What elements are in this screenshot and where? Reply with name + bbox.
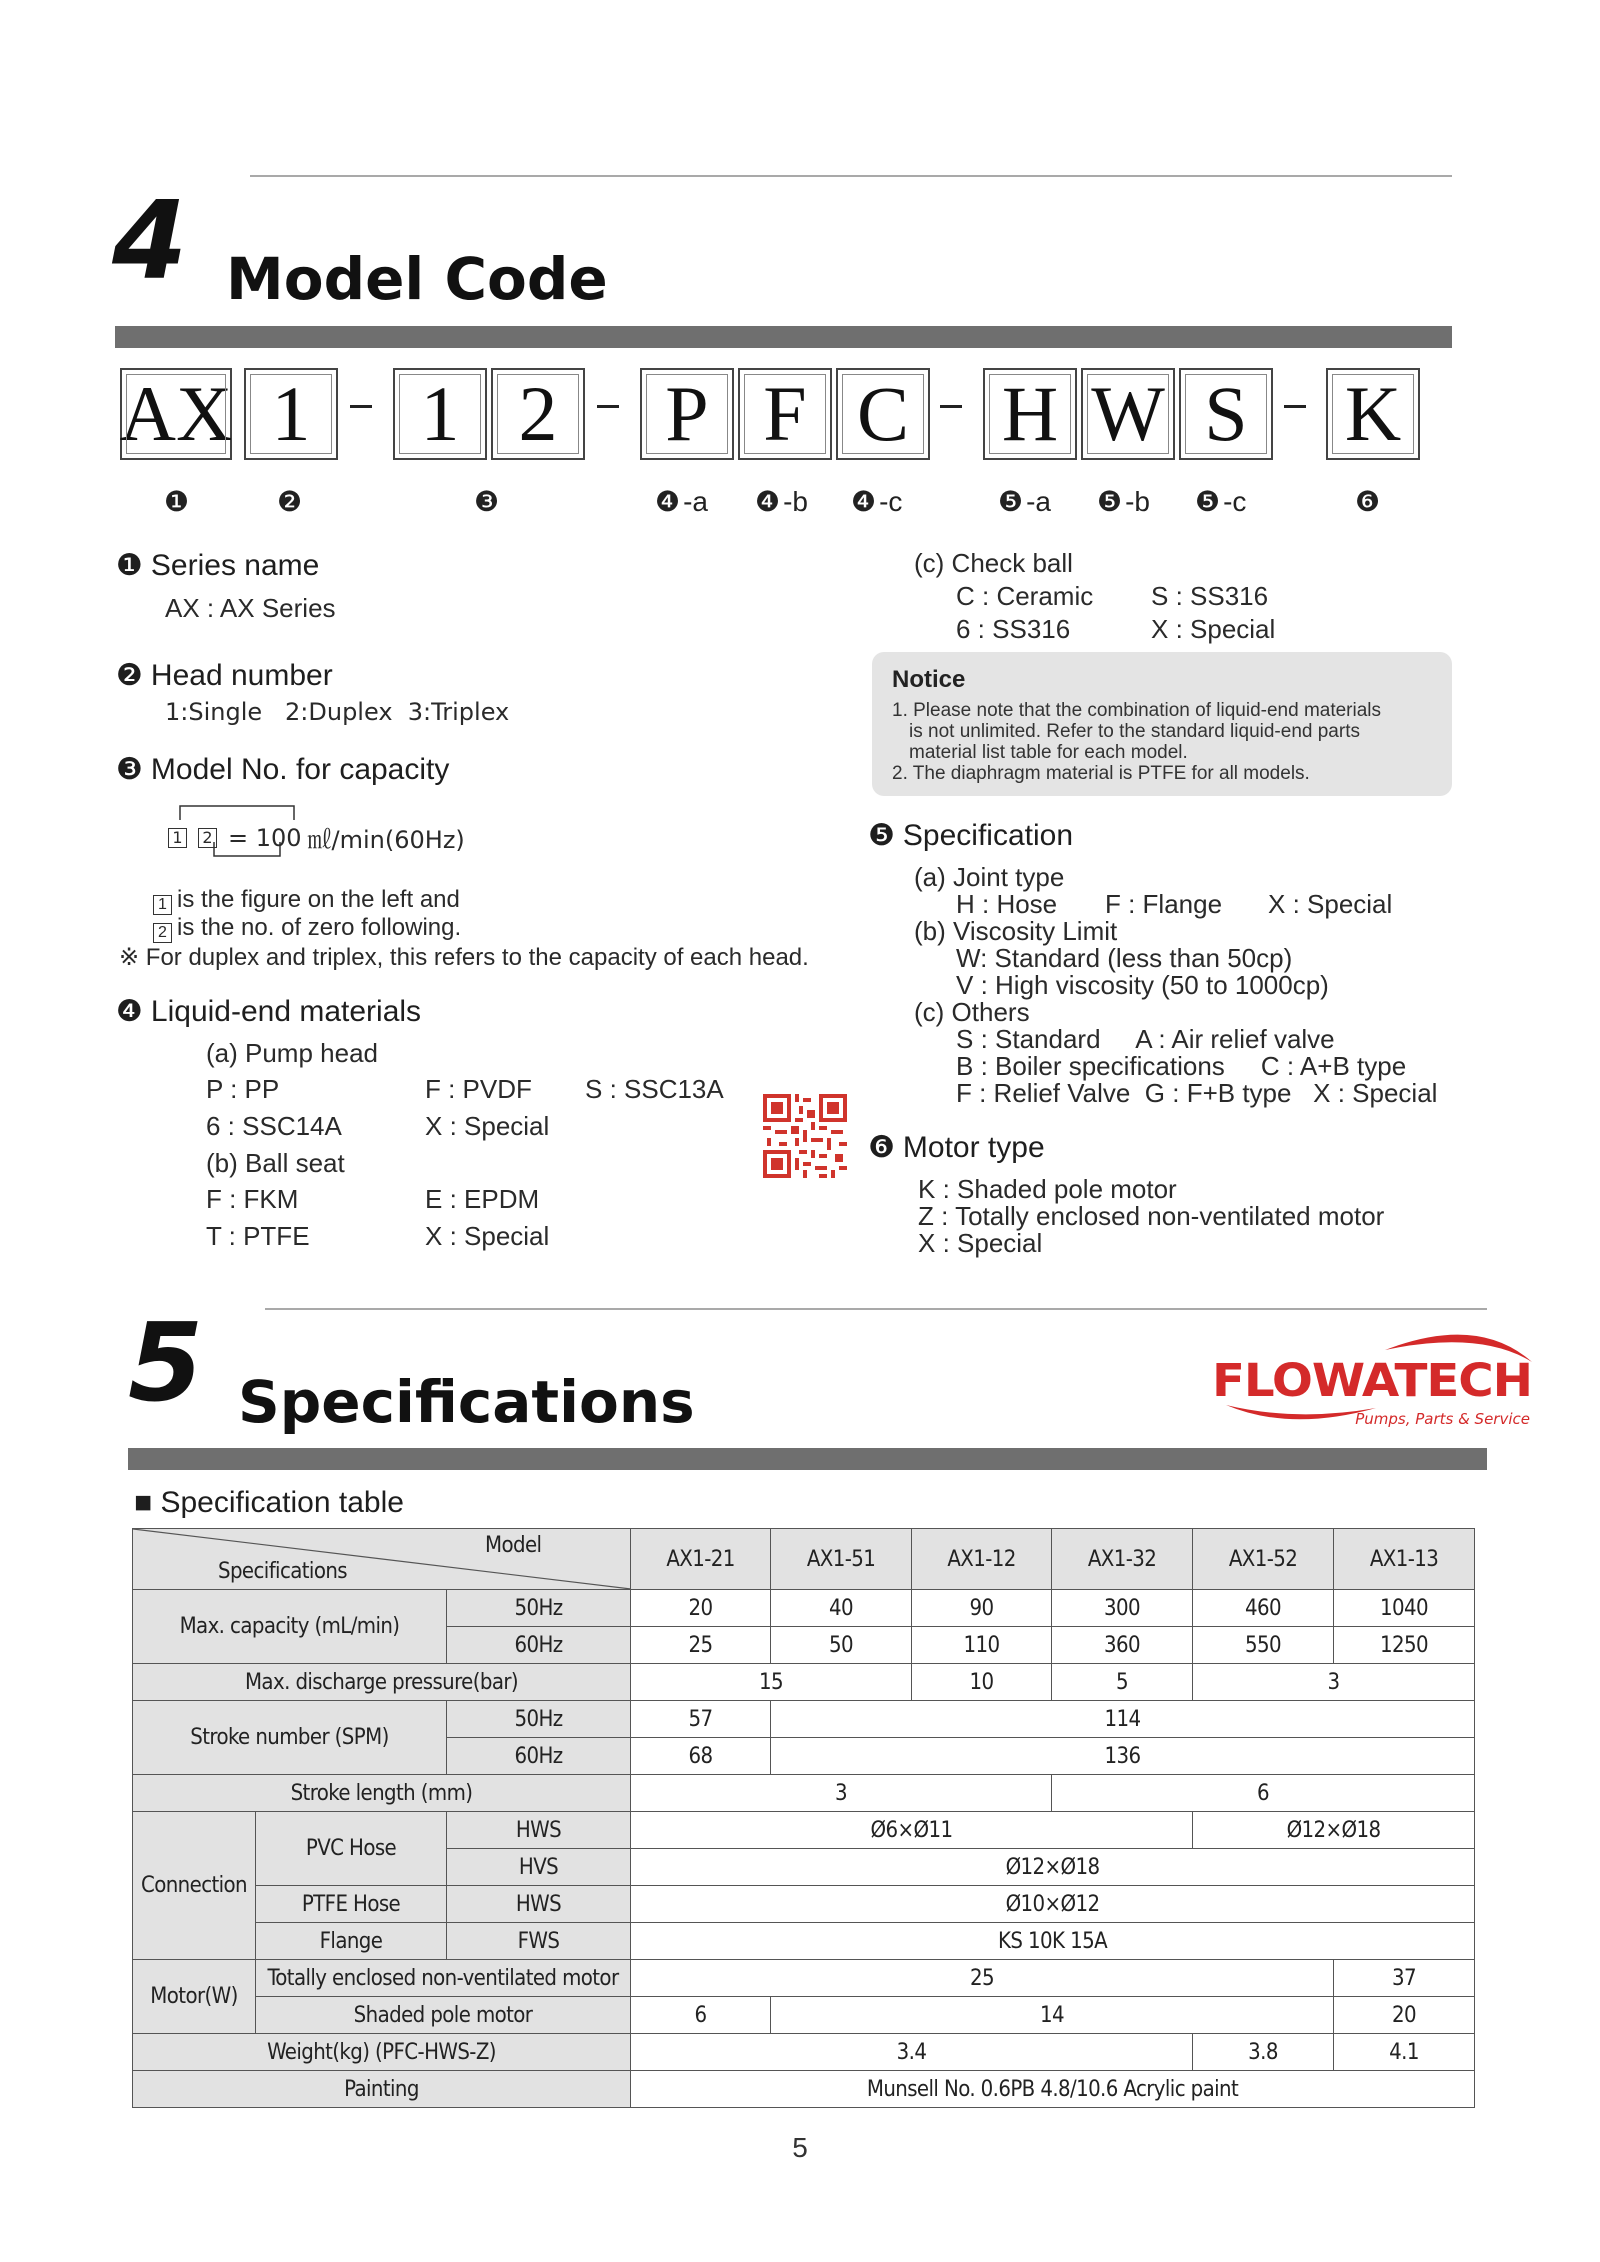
cell-value: 3 bbox=[631, 1775, 1052, 1812]
cell-value: Ø12×Ø18 bbox=[631, 1849, 1475, 1886]
ball-seat-opt-special: X : Special bbox=[425, 1221, 550, 1251]
notice-line-2: is not unlimited. Refer to the standard liquid-end parts bbox=[909, 721, 1360, 742]
motor-type-heading: ❻ Motor type bbox=[868, 1130, 1045, 1164]
row-sublabel-shaded-pole: Shaded pole motor bbox=[256, 1997, 631, 2034]
pump-head-label: (a) Pump head bbox=[206, 1038, 378, 1068]
cell-value: 6 bbox=[631, 1997, 771, 2034]
viscosity-label: (b) Viscosity Limit bbox=[914, 916, 1118, 946]
qr-code-icon[interactable] bbox=[763, 1094, 847, 1178]
cell-value: Ø10×Ø12 bbox=[631, 1886, 1475, 1923]
cell-value: 90 bbox=[912, 1590, 1052, 1627]
code-char-others: S bbox=[1179, 368, 1273, 460]
series-heading: ❶ Series name bbox=[116, 548, 320, 582]
model-header: AX1-21 bbox=[631, 1529, 771, 1590]
model-header: AX1-13 bbox=[1334, 1529, 1475, 1590]
cell-value: 3.4 bbox=[631, 2034, 1193, 2071]
cell-value: 25 bbox=[631, 1627, 771, 1664]
row-label-motor: Motor(W) bbox=[133, 1960, 256, 2034]
code-label-2: ❷ bbox=[277, 486, 303, 517]
header-diagonal bbox=[133, 1529, 631, 1589]
code-char-joint: H bbox=[983, 368, 1077, 460]
digit-box-1: 1 bbox=[168, 828, 187, 848]
top-rule bbox=[250, 175, 1452, 177]
cell-value: 114 bbox=[771, 1701, 1475, 1738]
notice-box bbox=[872, 652, 1452, 796]
pump-head-opt-pp: P : PP bbox=[206, 1074, 280, 1104]
code-char-cap2: 2 bbox=[491, 368, 585, 460]
row-label-stroke-length: Stroke length (mm) bbox=[133, 1775, 631, 1812]
table-caption: ■ Specification table bbox=[134, 1486, 404, 1519]
row-sublabel-50hz: 50Hz bbox=[447, 1590, 631, 1627]
cell-value: 50 bbox=[771, 1627, 912, 1664]
cell-value: 20 bbox=[1334, 1997, 1475, 2034]
joint-opt-flange: F : Flange bbox=[1105, 889, 1223, 919]
model-header: AX1-51 bbox=[771, 1529, 912, 1590]
cell-value: 14 bbox=[771, 1997, 1334, 2034]
code-label-3: ❸ bbox=[474, 486, 500, 517]
cell-value: 4.1 bbox=[1334, 2034, 1475, 2071]
row-sublabel-hvs: HVS bbox=[447, 1849, 631, 1886]
model-header: AX1-52 bbox=[1193, 1529, 1334, 1590]
code-dash bbox=[1284, 405, 1306, 408]
code-dash bbox=[940, 405, 962, 408]
notice-line-4: 2. The diaphragm material is PTFE for all models. bbox=[892, 763, 1310, 784]
check-ball-opt-ceramic: C : Ceramic bbox=[956, 581, 1094, 611]
head-number-heading: ❷ Head number bbox=[116, 658, 333, 692]
digit-box-2: 2 bbox=[198, 828, 217, 848]
row-label-weight: Weight(kg) (PFC-HWS-Z) bbox=[133, 2034, 631, 2071]
cell-value: 550 bbox=[1193, 1627, 1334, 1664]
capacity-note-2: 2 is the no. of zero following. bbox=[153, 914, 461, 943]
cell-value: 1040 bbox=[1334, 1590, 1475, 1627]
pump-head-opt-special: X : Special bbox=[425, 1111, 550, 1141]
cell-value: 300 bbox=[1052, 1590, 1193, 1627]
cell-value: 3 bbox=[1193, 1664, 1475, 1701]
row-label-capacity: Max. capacity (mL/min) bbox=[133, 1590, 447, 1664]
liquid-end-heading: ❹ Liquid-end materials bbox=[116, 994, 422, 1028]
cell-value: KS 10K 15A bbox=[631, 1923, 1475, 1960]
capacity-note-3: ※ For duplex and triplex, this refers to the capacity of each head. bbox=[119, 944, 809, 971]
cell-value: 460 bbox=[1193, 1590, 1334, 1627]
spec-table bbox=[132, 1528, 1475, 2108]
code-char-ball-seat: F bbox=[738, 368, 832, 460]
others-line-3: F : Relief Valve G : F+B type X : Special bbox=[956, 1078, 1438, 1108]
notice-title: Notice bbox=[892, 666, 966, 693]
code-char-check-ball: C bbox=[836, 368, 930, 460]
page-number: 5 bbox=[792, 2132, 808, 2163]
section5-bar bbox=[128, 1448, 1487, 1470]
cell-value: 1250 bbox=[1334, 1627, 1475, 1664]
head-number-line: 1:Single 2:Duplex 3:Triplex bbox=[165, 698, 510, 726]
motor-opt-k: K : Shaded pole motor bbox=[918, 1174, 1177, 1204]
joint-type-label: (a) Joint type bbox=[914, 862, 1065, 892]
cell-value: 40 bbox=[771, 1590, 912, 1627]
row-label-pressure: Max. discharge pressure(bar) bbox=[133, 1664, 631, 1701]
cell-value: 360 bbox=[1052, 1627, 1193, 1664]
capacity-note-1: 1 is the figure on the left and bbox=[153, 886, 460, 915]
code-label-5b: ❺ -b bbox=[1097, 485, 1151, 517]
row-sublabel-pvc-hose: PVC Hose bbox=[256, 1812, 447, 1886]
code-char-cap1: 1 bbox=[393, 368, 487, 460]
code-label-6: ❻ bbox=[1355, 486, 1381, 517]
cell-value: 6 bbox=[1052, 1775, 1475, 1812]
code-label-4a: ❹ -a bbox=[655, 485, 709, 517]
ball-seat-label: (b) Ball seat bbox=[206, 1148, 345, 1178]
row-sublabel-flange: Flange bbox=[256, 1923, 447, 1960]
logo-brand: FLOWATECH bbox=[1212, 1354, 1532, 1407]
row-label-painting: Painting bbox=[133, 2071, 631, 2108]
cell-value: 110 bbox=[912, 1627, 1052, 1664]
model-header: AX1-12 bbox=[912, 1529, 1052, 1590]
others-label: (c) Others bbox=[914, 997, 1030, 1027]
notice-line-3: material list table for each model. bbox=[909, 742, 1188, 763]
viscosity-opt-v: V : High viscosity (50 to 1000cp) bbox=[956, 970, 1329, 1000]
cell-value: 136 bbox=[771, 1738, 1475, 1775]
section5-number: 5 bbox=[128, 1301, 204, 1426]
cell-value: Ø6×Ø11 bbox=[631, 1812, 1193, 1849]
row-sublabel-60hz: 60Hz bbox=[447, 1738, 631, 1775]
joint-opt-hose: H : Hose bbox=[956, 889, 1058, 919]
section5-title: Specifications bbox=[238, 1368, 695, 1436]
code-char-pump-head: P bbox=[640, 368, 734, 460]
cell-value: 3.8 bbox=[1193, 2034, 1334, 2071]
ball-seat-opt-fkm: F : FKM bbox=[206, 1184, 299, 1214]
cell-value: 15 bbox=[631, 1664, 912, 1701]
cell-value: Munsell No. 0.6PB 4.8/10.6 Acrylic paint bbox=[631, 2071, 1475, 2108]
check-ball-opt-6-ss316: 6 : SS316 bbox=[956, 614, 1071, 644]
capacity-unit: ㎖/min(60Hz) bbox=[307, 826, 465, 854]
code-dash bbox=[597, 405, 619, 408]
pump-head-opt-ssc13a: S : SSC13A bbox=[585, 1074, 724, 1104]
code-label-1: ❶ bbox=[164, 486, 190, 517]
motor-opt-x: X : Special bbox=[918, 1228, 1043, 1258]
code-label-4c: ❹ -c bbox=[851, 485, 903, 517]
row-sublabel-fws: FWS bbox=[447, 1923, 631, 1960]
check-ball-opt-special: X : Special bbox=[1151, 614, 1276, 644]
motor-opt-z: Z : Totally enclosed non-ventilated motor bbox=[918, 1201, 1385, 1231]
capacity-value: = 100 bbox=[228, 823, 302, 852]
row-sublabel-ptfe-hose: PTFE Hose bbox=[256, 1886, 447, 1923]
row-sublabel-hws: HWS bbox=[447, 1812, 631, 1849]
cell-value: 57 bbox=[631, 1701, 771, 1738]
code-dash bbox=[350, 405, 372, 408]
code-label-5a: ❺ -a bbox=[998, 485, 1052, 517]
check-ball-opt-s-ss316: S : SS316 bbox=[1151, 581, 1269, 611]
ball-seat-opt-epdm: E : EPDM bbox=[425, 1184, 540, 1214]
section-title: Model Code bbox=[226, 245, 608, 313]
row-sublabel-hws: HWS bbox=[447, 1886, 631, 1923]
code-label-5c: ❺ -c bbox=[1195, 485, 1247, 517]
pump-head-opt-ssc14a: 6 : SSC14A bbox=[206, 1111, 342, 1141]
header-model-label: Model bbox=[485, 1533, 542, 1558]
notice-line-1: 1. Please note that the combination of liquid-end materials bbox=[892, 700, 1382, 721]
others-line-1: S : Standard A : Air relief valve bbox=[956, 1024, 1335, 1054]
joint-opt-special: X : Special bbox=[1268, 889, 1393, 919]
cell-value: 37 bbox=[1334, 1960, 1475, 1997]
specification-heading: ❺ Specification bbox=[868, 818, 1074, 852]
row-sublabel-50hz: 50Hz bbox=[447, 1701, 631, 1738]
header-spec-label: Specifications bbox=[218, 1559, 347, 1584]
cell-value: 5 bbox=[1052, 1664, 1193, 1701]
flowatech-logo bbox=[1210, 1308, 1540, 1428]
row-sublabel-60hz: 60Hz bbox=[447, 1627, 631, 1664]
code-char-motor: K bbox=[1326, 368, 1420, 460]
code-char-viscosity: W bbox=[1081, 368, 1175, 460]
code-char-head: 1 bbox=[244, 368, 338, 460]
row-label-connection: Connection bbox=[133, 1812, 256, 1960]
others-line-2: B : Boiler specifications C : A+B type bbox=[956, 1051, 1407, 1081]
section-number: 4 bbox=[112, 179, 188, 304]
pump-head-opt-pvdf: F : PVDF bbox=[425, 1074, 532, 1104]
row-sublabel-tenv-motor: Totally enclosed non-ventilated motor bbox=[256, 1960, 631, 1997]
viscosity-opt-w: W: Standard (less than 50cp) bbox=[956, 943, 1293, 973]
code-label-4b: ❹ -b bbox=[755, 485, 809, 517]
cell-value: 68 bbox=[631, 1738, 771, 1775]
code-char-series: AX bbox=[120, 368, 232, 460]
section-bar bbox=[115, 326, 1452, 348]
cell-value: Ø12×Ø18 bbox=[1193, 1812, 1475, 1849]
header-corner-cell bbox=[133, 1529, 631, 1590]
row-label-stroke-number: Stroke number (SPM) bbox=[133, 1701, 447, 1775]
series-line: AX : AX Series bbox=[165, 593, 336, 623]
cell-value: 20 bbox=[631, 1590, 771, 1627]
cell-value: 25 bbox=[631, 1960, 1334, 1997]
capacity-heading: ❸ Model No. for capacity bbox=[116, 752, 450, 786]
check-ball-label: (c) Check ball bbox=[914, 548, 1073, 578]
capacity-formula bbox=[168, 820, 465, 855]
logo-tagline: Pumps, Parts & Service bbox=[1355, 1410, 1530, 1428]
ball-seat-opt-ptfe: T : PTFE bbox=[206, 1221, 310, 1251]
model-header: AX1-32 bbox=[1052, 1529, 1193, 1590]
cell-value: 10 bbox=[912, 1664, 1052, 1701]
